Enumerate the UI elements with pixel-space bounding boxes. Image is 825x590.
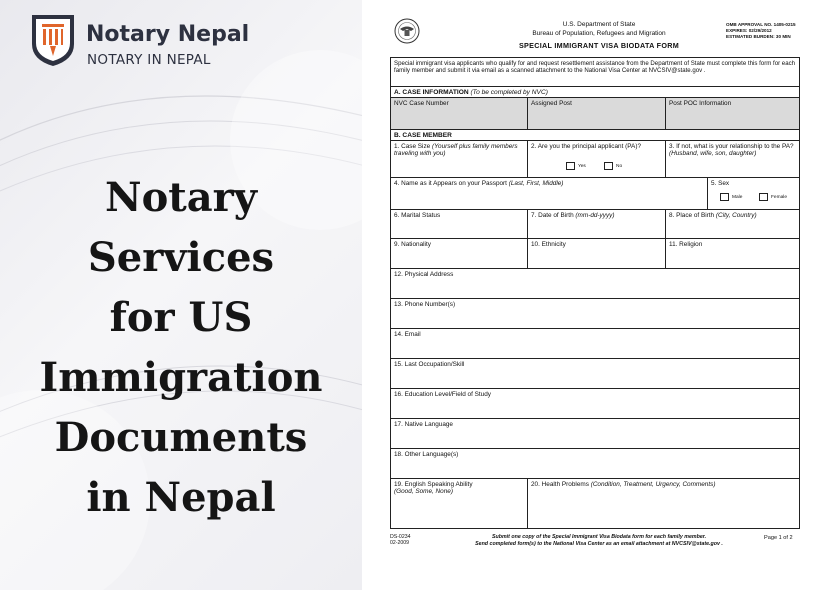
yes-label: Yes (578, 164, 586, 169)
section-b-header (391, 129, 799, 140)
native-language-field[interactable] (391, 419, 799, 448)
form-code (390, 534, 410, 547)
occupation-field[interactable] (391, 359, 799, 388)
assigned-post-field[interactable] (528, 98, 665, 129)
post-poc-field[interactable] (666, 98, 799, 129)
field-hint: (mm-dd-yyyy) (575, 212, 615, 219)
headline-line: in Nepal (86, 474, 276, 521)
field-hint: (Good, Some, None) (394, 488, 453, 496)
field-label: 1. Case Size (394, 143, 431, 150)
footer-note-line: Submit one copy of the Special Immigrant Visa Biodata form for each family member. (491, 534, 707, 540)
brand-tagline: NOTARY IN NEPAL (87, 52, 211, 68)
religion-field[interactable] (666, 239, 799, 268)
field-label: 14. Email (394, 331, 421, 338)
marital-status-field[interactable] (391, 210, 527, 238)
physical-address-field[interactable] (391, 269, 799, 298)
field-label: 15. Last Occupation/Skill (394, 361, 465, 368)
field-label: 5. Sex (711, 180, 730, 187)
brand-name: Notary Nepal (86, 22, 250, 47)
yes-checkbox[interactable] (566, 162, 575, 170)
field-label: 11. Religion (669, 241, 703, 248)
field-label: 3. If not, what is your relationship to the PA? (669, 143, 794, 150)
field-label: 13. Phone Number(s) (394, 301, 456, 308)
field-label: NVC Case Number (394, 100, 449, 107)
female-checkbox[interactable] (759, 193, 768, 201)
place-of-birth-field[interactable] (666, 210, 799, 238)
field-label: 20. Health Problems (531, 481, 589, 488)
female-label: Female (771, 195, 787, 200)
field-label: 10. Ethnicity (531, 241, 566, 248)
field-label: Post POC Information (669, 100, 732, 107)
page-number: Page 1 of 2 (764, 535, 793, 541)
field-label: 19. English Speaking Ability (394, 481, 473, 488)
field-label: 4. Name as it Appears on your Passport (394, 180, 507, 187)
footer-note (434, 534, 764, 547)
field-label: 9. Nationality (394, 241, 431, 248)
field-hint: (City, Country) (715, 212, 757, 219)
field-label: 8. Place of Birth (669, 212, 715, 219)
email-field[interactable] (391, 329, 799, 358)
field-label: 17. Native Language (394, 421, 453, 428)
promo-panel (0, 0, 362, 590)
no-label: No (616, 164, 623, 169)
english-ability-field[interactable] (391, 479, 527, 528)
field-hint: (Condition, Treatment, Urgency, Comments) (590, 481, 716, 488)
ethnicity-field[interactable] (528, 239, 665, 268)
headline-line: Services (87, 234, 275, 281)
form-code-date: 02-2009 (390, 540, 410, 547)
form-grid (390, 57, 800, 529)
form-intro-text: Special immigrant visa applicants who qualify for and request resettlement assistance from the Department of State must complete this form for each family member and submit it via email as a scanned attachment to the National Visa Center at NVCSIV@state.gov . (394, 60, 796, 75)
omb-approval: OMB APPROVAL NO. 1405-0215 (726, 22, 796, 27)
notary-nepal-logo-icon[interactable] (28, 12, 78, 68)
field-label: 6. Marital Status (394, 212, 441, 219)
field-label: 16. Education Level/Field of Study (394, 391, 491, 398)
nationality-field[interactable] (391, 239, 527, 268)
field-label: Assigned Post (531, 100, 572, 107)
headline (0, 168, 362, 528)
field-label: 18. Other Language(s) (394, 451, 459, 458)
biodata-form (364, 0, 825, 590)
section-a-title: A. CASE INFORMATION (394, 89, 469, 96)
headline-line: Immigration (39, 354, 323, 401)
form-title: SPECIAL IMMIGRANT VISA BIODATA FORM (518, 41, 680, 50)
form-code-number: DS-0234 (390, 534, 411, 540)
department-seal-icon (394, 18, 420, 44)
headline-line: Documents (54, 414, 308, 461)
field-label: 12. Physical Address (394, 271, 454, 278)
health-problems-field[interactable] (528, 479, 799, 528)
field-hint: (Last, First, Middle) (508, 180, 564, 187)
bureau-name: Bureau of Population, Refugees and Migration (532, 30, 666, 37)
field-label: 7. Date of Birth (531, 212, 574, 219)
education-field[interactable] (391, 389, 799, 418)
male-checkbox[interactable] (720, 193, 729, 201)
no-checkbox[interactable] (604, 162, 613, 170)
section-b-title: B. CASE MEMBER (394, 132, 452, 139)
male-label: Male (732, 195, 743, 200)
passport-name-field[interactable] (391, 178, 707, 209)
phone-numbers-field[interactable] (391, 299, 799, 328)
date-of-birth-field[interactable] (528, 210, 665, 238)
omb-expires: EXPIRES: 02/29/2012 (726, 28, 772, 33)
field-hint: (Husband, wife, son, daughter) (669, 150, 757, 158)
field-hint: (Yourself plus family members traveling with you) (394, 143, 518, 158)
principal-applicant-field (528, 141, 665, 177)
case-size-field[interactable] (391, 141, 527, 177)
field-label: 2. Are you the principal applicant (PA)? (531, 143, 642, 150)
headline-line: Notary (105, 174, 257, 221)
nvc-case-number-field[interactable] (391, 98, 527, 129)
omb-burden: ESTIMATED BURDEN: 30 MIN (726, 34, 791, 39)
other-languages-field[interactable] (391, 449, 799, 478)
headline-line: for US (109, 294, 253, 341)
section-a-header (391, 86, 799, 97)
footer-note-line: Send completed form(s) to the National Visa Center as an email attachment at NVCSIV@state.gov . (475, 540, 723, 547)
department-name: U.S. Department of State (562, 21, 636, 28)
section-a-note: (To be completed by NVC) (470, 89, 548, 96)
relationship-field[interactable] (666, 141, 799, 177)
